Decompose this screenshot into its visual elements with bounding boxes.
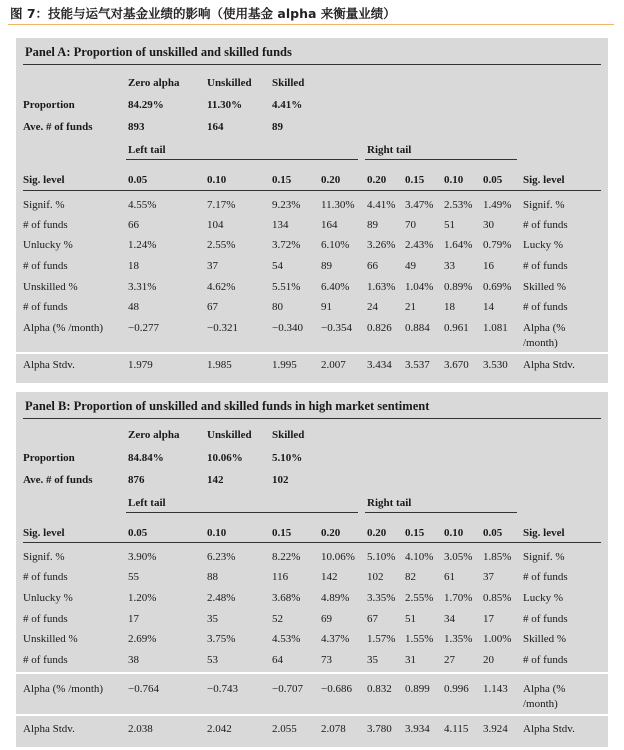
table-cell: −0.354 <box>321 322 352 334</box>
table-cell: 66 <box>367 260 378 272</box>
table-cell: 2.055 <box>272 723 297 735</box>
table-cell: 64 <box>272 654 283 666</box>
table-cell: 1.49% <box>483 199 512 211</box>
row-label: Unskilled % <box>23 633 78 645</box>
row-label: # of funds <box>23 301 68 313</box>
table-cell: 51 <box>444 219 455 231</box>
ave-funds-value: 142 <box>207 474 224 486</box>
table-cell: 1.143 <box>483 683 508 695</box>
table-cell: 4.55% <box>128 199 157 211</box>
table-cell: 134 <box>272 219 289 231</box>
sig-level-value: 0.05 <box>128 527 148 539</box>
table-cell: 3.530 <box>483 359 508 371</box>
table-cell: 20 <box>483 654 494 666</box>
right-tail-label: Right tail <box>367 144 412 156</box>
row-label-right: Alpha (% /month) <box>523 683 566 710</box>
row-label-right: Skilled % <box>523 633 567 645</box>
table-cell: 4.37% <box>321 633 350 645</box>
table-cell: −0.277 <box>128 322 159 334</box>
ave-funds-label: Ave. # of funds <box>23 474 93 486</box>
row-label: # of funds <box>23 613 68 625</box>
col-header-zero-alpha: Zero alpha <box>128 429 180 441</box>
table-cell: 1.64% <box>444 239 473 251</box>
col-header-skilled: Skilled <box>272 429 305 441</box>
sig-level-value: 0.05 <box>128 174 148 186</box>
row-label-right: # of funds <box>523 301 568 313</box>
col-header-zero-alpha: Zero alpha <box>128 77 180 89</box>
table-cell: 0.961 <box>444 322 469 334</box>
table-cell: 0.884 <box>405 322 430 334</box>
sig-level-value: 0.20 <box>321 527 341 539</box>
row-label: Alpha Stdv. <box>23 723 75 735</box>
caption-divider <box>8 24 614 25</box>
row-group-separator <box>16 672 608 674</box>
row-label: Unskilled % <box>23 281 78 293</box>
table-cell: 0.899 <box>405 683 430 695</box>
table-cell: 164 <box>321 219 338 231</box>
panel-b <box>16 392 608 747</box>
col-header-skilled: Skilled <box>272 77 305 89</box>
sig-level-value: 0.15 <box>272 527 292 539</box>
table-cell: 66 <box>128 219 139 231</box>
table-cell: 3.47% <box>405 199 434 211</box>
ave-funds-value: 893 <box>128 121 145 133</box>
table-cell: 1.995 <box>272 359 297 371</box>
table-cell: 2.55% <box>405 592 434 604</box>
table-cell: 5.10% <box>367 551 396 563</box>
proportion-value: 4.41% <box>272 99 303 111</box>
left-tail-label: Left tail <box>128 144 166 156</box>
sig-level-value: 0.10 <box>444 527 464 539</box>
table-cell: 88 <box>207 571 218 583</box>
table-cell: 67 <box>367 613 378 625</box>
table-cell: 18 <box>444 301 455 313</box>
table-cell: 1.55% <box>405 633 434 645</box>
table-cell: 142 <box>321 571 338 583</box>
table-cell: 37 <box>207 260 218 272</box>
table-cell: 1.979 <box>128 359 153 371</box>
proportion-value: 11.30% <box>207 99 243 111</box>
table-cell: 16 <box>483 260 494 272</box>
table-cell: 3.780 <box>367 723 392 735</box>
table-cell: 10.06% <box>321 551 355 563</box>
table-cell: 34 <box>444 613 455 625</box>
ave-funds-value: 102 <box>272 474 289 486</box>
sig-level-value: 0.05 <box>483 527 503 539</box>
ave-funds-label: Ave. # of funds <box>23 121 93 133</box>
table-cell: 54 <box>272 260 283 272</box>
table-cell: 21 <box>405 301 416 313</box>
row-label-right: Skilled % <box>523 281 567 293</box>
table-cell: 82 <box>405 571 416 583</box>
sig-level-value: 0.20 <box>367 527 387 539</box>
table-cell: 73 <box>321 654 332 666</box>
right-tail-label: Right tail <box>367 497 412 509</box>
row-label-right: Signif. % <box>523 551 565 563</box>
sig-level-label-right: Sig. level <box>523 174 565 186</box>
table-cell: 61 <box>444 571 455 583</box>
table-cell: 0.826 <box>367 322 392 334</box>
table-cell: 1.985 <box>207 359 232 371</box>
row-label: # of funds <box>23 654 68 666</box>
table-cell: 18 <box>128 260 139 272</box>
left-tail-rule <box>126 159 358 160</box>
row-label: Alpha (% /month) <box>23 322 104 334</box>
sig-level-label-right: Sig. level <box>523 527 565 539</box>
table-cell: 2.48% <box>207 592 236 604</box>
panel-title: Panel B: Proportion of unskilled and skilled funds in high market sentiment <box>25 399 430 413</box>
table-cell: 0.69% <box>483 281 512 293</box>
ave-funds-value: 164 <box>207 121 224 133</box>
table-cell: 3.35% <box>367 592 396 604</box>
row-label-right: Lucky % <box>523 592 564 604</box>
table-cell: 8.22% <box>272 551 301 563</box>
table-cell: 3.934 <box>405 723 430 735</box>
panel-title: Panel A: Proportion of unskilled and skilled funds <box>25 45 292 59</box>
sig-level-value: 0.15 <box>405 174 425 186</box>
table-cell: 69 <box>321 613 332 625</box>
table-cell: 1.00% <box>483 633 512 645</box>
table-cell: 3.670 <box>444 359 469 371</box>
sig-level-value: 0.10 <box>207 527 227 539</box>
table-cell: 2.55% <box>207 239 236 251</box>
table-cell: 0.832 <box>367 683 392 695</box>
proportion-label: Proportion <box>23 452 75 464</box>
sig-level-value: 0.10 <box>207 174 227 186</box>
table-cell: 52 <box>272 613 283 625</box>
sig-level-label: Sig. level <box>23 174 65 186</box>
sig-level-value: 0.15 <box>272 174 292 186</box>
table-cell: 17 <box>483 613 494 625</box>
table-cell: 91 <box>321 301 332 313</box>
table-cell: 3.31% <box>128 281 157 293</box>
sig-level-value: 0.15 <box>405 527 425 539</box>
table-cell: 49 <box>405 260 416 272</box>
table-cell: 2.042 <box>207 723 232 735</box>
table-cell: 1.20% <box>128 592 157 604</box>
table-cell: 14 <box>483 301 494 313</box>
row-label-right: # of funds <box>523 613 568 625</box>
table-cell: 3.72% <box>272 239 301 251</box>
table-cell: 3.924 <box>483 723 508 735</box>
row-label-right: Alpha Stdv. <box>523 723 575 735</box>
row-label-right: # of funds <box>523 571 568 583</box>
row-label: Unlucky % <box>23 592 73 604</box>
col-header-unskilled: Unskilled <box>207 77 252 89</box>
table-cell: 48 <box>128 301 139 313</box>
table-cell: 3.68% <box>272 592 301 604</box>
table-cell: 1.24% <box>128 239 157 251</box>
table-cell: 53 <box>207 654 218 666</box>
table-cell: 1.35% <box>444 633 473 645</box>
row-label: Alpha Stdv. <box>23 359 75 371</box>
table-cell: 0.89% <box>444 281 473 293</box>
right-tail-rule <box>365 512 517 513</box>
table-cell: 2.078 <box>321 723 346 735</box>
table-cell: 4.115 <box>444 723 469 735</box>
row-label: Unlucky % <box>23 239 73 251</box>
left-tail-label: Left tail <box>128 497 166 509</box>
table-cell: 0.996 <box>444 683 469 695</box>
table-cell: 24 <box>367 301 378 313</box>
table-cell: 35 <box>207 613 218 625</box>
table-cell: 3.434 <box>367 359 392 371</box>
proportion-label: Proportion <box>23 99 75 111</box>
row-label-right: Alpha (% /month) <box>523 322 566 349</box>
table-cell: 89 <box>321 260 332 272</box>
table-cell: 30 <box>483 219 494 231</box>
col-header-unskilled: Unskilled <box>207 429 252 441</box>
table-cell: 51 <box>405 613 416 625</box>
table-cell: 0.79% <box>483 239 512 251</box>
row-group-separator <box>16 714 608 716</box>
row-label: Alpha (% /month) <box>23 683 104 695</box>
sig-level-label: Sig. level <box>23 527 65 539</box>
sig-level-rule <box>23 190 601 191</box>
table-cell: 1.04% <box>405 281 434 293</box>
table-cell: 2.038 <box>128 723 153 735</box>
row-label-right: # of funds <box>523 654 568 666</box>
table-cell: 116 <box>272 571 289 583</box>
table-cell: 104 <box>207 219 224 231</box>
table-cell: 4.10% <box>405 551 434 563</box>
row-label: # of funds <box>23 571 68 583</box>
table-cell: 31 <box>405 654 416 666</box>
row-label-right: Signif. % <box>523 199 565 211</box>
table-cell: 2.69% <box>128 633 157 645</box>
table-cell: −0.743 <box>207 683 238 695</box>
table-cell: 1.57% <box>367 633 396 645</box>
table-cell: 1.85% <box>483 551 512 563</box>
ave-funds-value: 876 <box>128 474 145 486</box>
table-cell: −0.764 <box>128 683 159 695</box>
row-group-separator <box>16 352 608 354</box>
table-cell: 1.70% <box>444 592 473 604</box>
table-cell: 3.26% <box>367 239 396 251</box>
sig-level-value: 0.20 <box>367 174 387 186</box>
table-cell: −0.340 <box>272 322 303 334</box>
panel-a <box>16 38 608 383</box>
table-cell: 2.53% <box>444 199 473 211</box>
table-cell: 4.89% <box>321 592 350 604</box>
ave-funds-value: 89 <box>272 121 283 133</box>
proportion-value: 5.10% <box>272 452 303 464</box>
sig-level-value: 0.20 <box>321 174 341 186</box>
row-label-right: # of funds <box>523 219 568 231</box>
table-cell: 4.41% <box>367 199 396 211</box>
table-cell: 0.85% <box>483 592 512 604</box>
table-cell: 35 <box>367 654 378 666</box>
row-label: # of funds <box>23 219 68 231</box>
left-tail-rule <box>126 512 358 513</box>
table-cell: 102 <box>367 571 384 583</box>
table-cell: 3.90% <box>128 551 157 563</box>
table-cell: 7.17% <box>207 199 236 211</box>
sig-level-rule <box>23 542 601 543</box>
table-cell: 3.75% <box>207 633 236 645</box>
table-cell: 6.40% <box>321 281 350 293</box>
table-cell: 3.537 <box>405 359 430 371</box>
table-cell: 4.53% <box>272 633 301 645</box>
table-cell: 89 <box>367 219 378 231</box>
table-cell: 1.63% <box>367 281 396 293</box>
sig-level-value: 0.10 <box>444 174 464 186</box>
table-cell: 11.30% <box>321 199 355 211</box>
table-cell: 6.23% <box>207 551 236 563</box>
table-cell: 17 <box>128 613 139 625</box>
table-cell: −0.686 <box>321 683 352 695</box>
table-cell: 33 <box>444 260 455 272</box>
proportion-value: 84.29% <box>128 99 164 111</box>
table-cell: 2.007 <box>321 359 346 371</box>
panel-title-rule <box>23 64 601 65</box>
table-cell: −0.707 <box>272 683 303 695</box>
proportion-value: 10.06% <box>207 452 243 464</box>
table-cell: 37 <box>483 571 494 583</box>
panel-title-rule <box>23 418 601 419</box>
row-label-right: Lucky % <box>523 239 564 251</box>
row-label-right: Alpha Stdv. <box>523 359 575 371</box>
table-cell: 5.51% <box>272 281 301 293</box>
row-label: # of funds <box>23 260 68 272</box>
table-cell: 1.081 <box>483 322 508 334</box>
table-cell: 38 <box>128 654 139 666</box>
row-label: Signif. % <box>23 551 65 563</box>
right-tail-rule <box>365 159 517 160</box>
figure-caption: 图 7：技能与运气对基金业绩的影响（使用基金 alpha 来衡量业绩） <box>10 6 396 21</box>
table-cell: 2.43% <box>405 239 434 251</box>
table-cell: 80 <box>272 301 283 313</box>
sig-level-value: 0.05 <box>483 174 503 186</box>
table-cell: 9.23% <box>272 199 301 211</box>
table-cell: 3.05% <box>444 551 473 563</box>
table-cell: 6.10% <box>321 239 350 251</box>
table-cell: 67 <box>207 301 218 313</box>
table-cell: 55 <box>128 571 139 583</box>
table-cell: 27 <box>444 654 455 666</box>
table-cell: −0.321 <box>207 322 238 334</box>
row-label: Signif. % <box>23 199 65 211</box>
table-cell: 4.62% <box>207 281 236 293</box>
row-label-right: # of funds <box>523 260 568 272</box>
table-cell: 70 <box>405 219 416 231</box>
proportion-value: 84.84% <box>128 452 164 464</box>
